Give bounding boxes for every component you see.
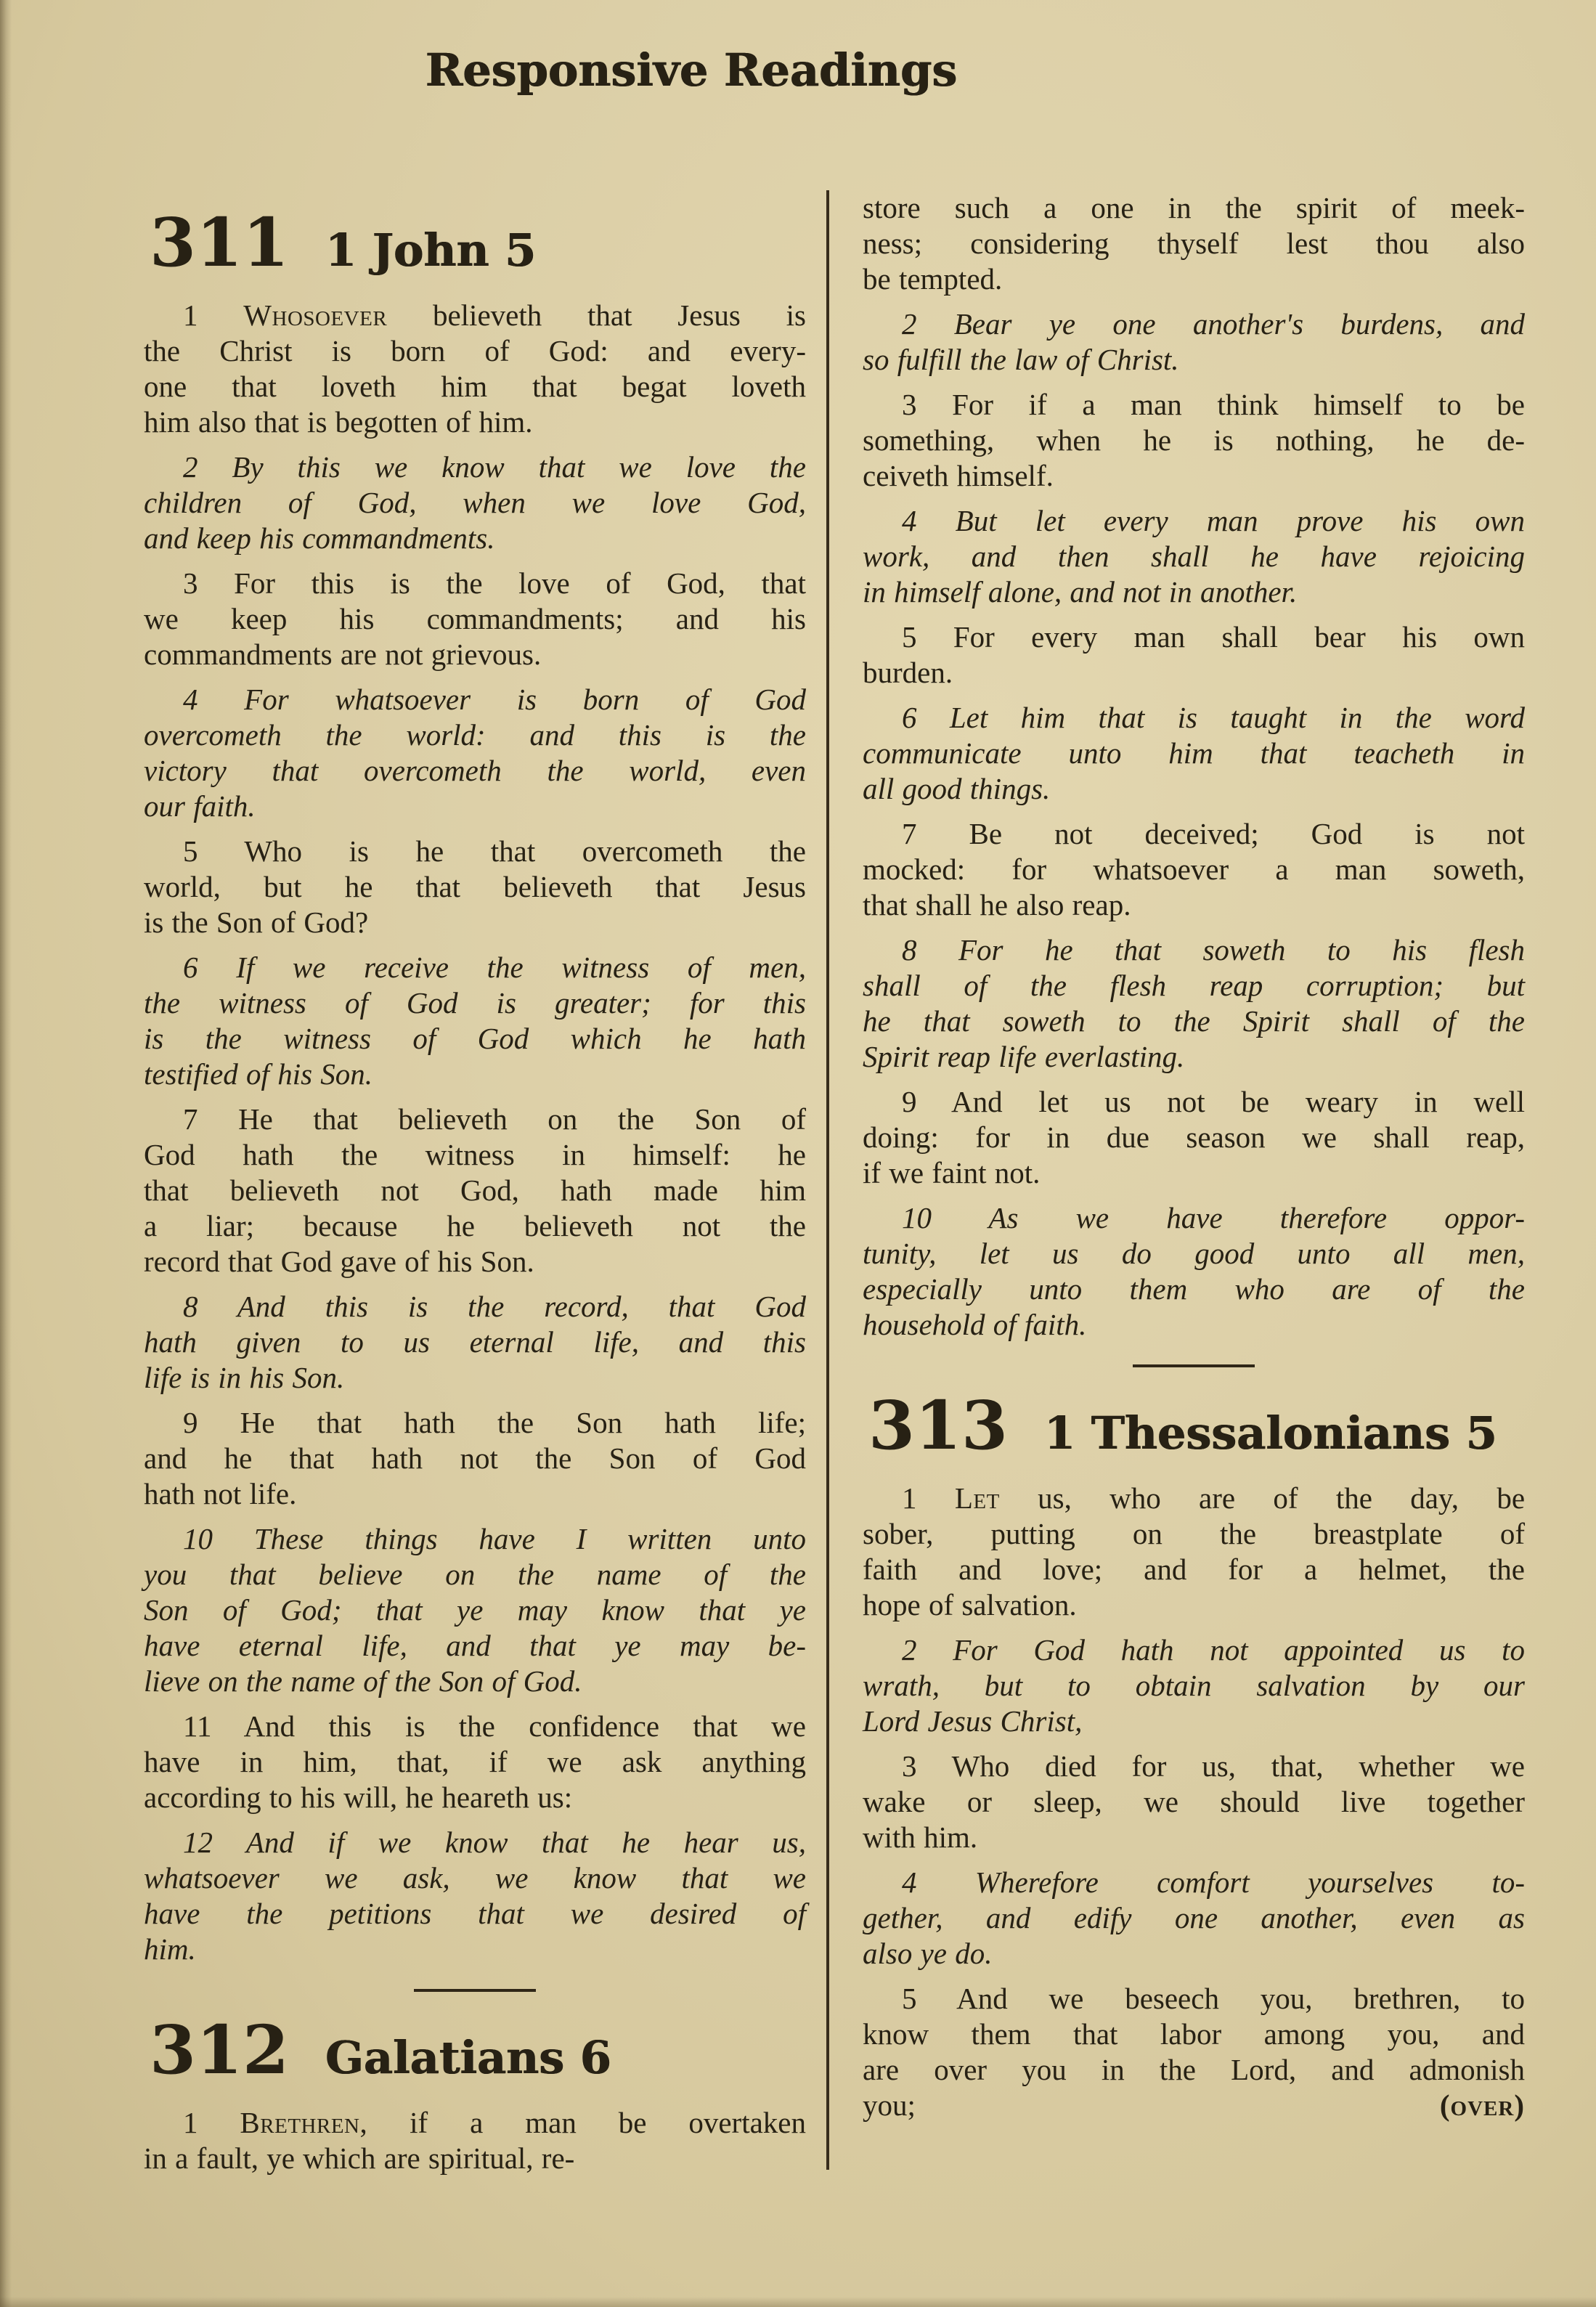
verse-line: 9 He that hath the Son hath life;: [183, 1406, 807, 1439]
verse-line: Spirit reap life everlasting.: [863, 1040, 1185, 1073]
verse-line: 4 But let every man prove his own: [902, 504, 1525, 537]
verse-line: according to his will, he heareth us:: [144, 1781, 573, 1814]
verse-line: overcometh the world: and this is the: [144, 718, 806, 752]
verse-line: if we faint not.: [863, 1156, 1041, 1189]
verse-number: 10: [183, 1522, 213, 1555]
verse-number: 8: [902, 933, 917, 967]
verse-line: wake or sleep, we should live together: [863, 1785, 1525, 1818]
column-right: [863, 190, 1525, 2133]
verse-line: 7 He that believeth on the Son of: [183, 1102, 806, 1136]
verse: [863, 1632, 1525, 1739]
verse-line: 8 And this is the record, that God: [183, 1290, 807, 1323]
verse-line: gether, and edify one another, even as: [863, 1901, 1525, 1934]
verse-line: victory that overcometh the world, even: [144, 754, 806, 787]
verse-line: 3 For this is the love of God, that: [183, 566, 807, 600]
verse-line: 9 And let us not be weary in well: [902, 1085, 1525, 1118]
verse-line: Son of God; that ye may know that ye: [144, 1593, 806, 1627]
verse-line: ness; considering thyself lest thou also: [863, 227, 1525, 260]
verse-line: him.: [144, 1932, 196, 1966]
verse: [863, 816, 1525, 923]
verse-line: communicate unto him that teacheth in: [863, 736, 1525, 770]
verse-line: hath given to us eternal life, and this: [144, 1325, 806, 1359]
verse-number: 4: [902, 1865, 917, 1899]
section-number: 313: [868, 1386, 1009, 1465]
section-number: 312: [150, 2011, 290, 2089]
verse-line: record that God gave of his Son.: [144, 1245, 534, 1278]
verse-line: doing: for in due season we shall reap,: [863, 1120, 1525, 1154]
verse-line: in a fault, ye which are spiritual, re-: [144, 2141, 575, 2175]
verse-line: children of God, when we love God,: [144, 486, 806, 519]
verse-line: life is in his Son.: [144, 1361, 345, 1394]
verse-line: shall of the flesh reap corruption; but: [863, 969, 1525, 1002]
verse-line: with him.: [863, 1820, 978, 1854]
verse-line: testified of his Son.: [144, 1057, 373, 1091]
verse-line: all good things.: [863, 772, 1051, 805]
verse-line: one that loveth him that begat loveth: [144, 370, 806, 403]
verse: [144, 1825, 806, 1967]
verse-line: we keep his commandments; and his: [144, 602, 806, 635]
verse-line: and he that hath not the Son of God: [144, 1441, 806, 1475]
verse-line: ceiveth himself.: [863, 459, 1054, 492]
verse-number: 3: [902, 1749, 917, 1783]
verse: [144, 1102, 806, 1279]
verse-line: is the Son of God?: [144, 906, 369, 939]
verse-line: store such a one in the spirit of meek-: [863, 191, 1525, 224]
verse-line: (over) you;: [863, 2088, 1525, 2122]
verse: [863, 1981, 1525, 2123]
verse-line: something, when he is nothing, he de-: [863, 423, 1525, 457]
over-label: (over): [1439, 2088, 1525, 2122]
verse: [863, 387, 1525, 494]
verse-line: our faith.: [144, 789, 256, 823]
verse-line: 5 Who is he that overcometh the: [183, 834, 806, 868]
verse-number: 8: [183, 1290, 198, 1323]
section-heading: [150, 2011, 806, 2089]
verse-line: him also that is begotten of him.: [144, 405, 533, 439]
verse-line: have in him, that, if we ask anything: [144, 1745, 806, 1778]
verse-lead-word: Whosoever: [243, 298, 388, 332]
verse-line: also ye do.: [863, 1937, 993, 1970]
verse-line: a liar; because he believeth not the: [144, 1209, 806, 1242]
verse-number: 12: [183, 1826, 213, 1859]
verse: [144, 682, 806, 824]
verse-number: 5: [183, 834, 198, 868]
verse-line: work, and then shall he have rejoicing: [863, 540, 1525, 573]
verse: [144, 566, 806, 672]
section-title: 1 John 5: [325, 224, 537, 277]
verse: [144, 950, 806, 1092]
verse: [144, 1289, 806, 1396]
verse-number: 1: [183, 2106, 198, 2139]
verse-line: you that believe on the name of the: [144, 1558, 806, 1591]
section-divider: [1133, 1364, 1255, 1367]
verse: [863, 306, 1525, 378]
verse-line: and keep his commandments.: [144, 521, 495, 555]
verse-line: 3 Who died for us, that, whether we: [902, 1749, 1526, 1783]
verse: [144, 834, 806, 940]
verse: [863, 619, 1525, 691]
verse: [863, 1200, 1525, 1343]
verse-line: 11 And this is the confidence that we: [183, 1709, 806, 1743]
verse-number: 2: [183, 450, 198, 484]
verse-line: in himself alone, and not in another.: [863, 575, 1298, 609]
section-divider: [414, 1989, 536, 1992]
verse-line: Lord Jesus Christ,: [863, 1704, 1083, 1738]
verse-lead-word: Brethren,: [240, 2106, 368, 2139]
verse-line: hope of salvation.: [863, 1588, 1077, 1622]
verse: [144, 449, 806, 556]
verse-line: household of faith.: [863, 1308, 1087, 1341]
verse-line: 1 Brethren, if a man be overtaken: [183, 2106, 806, 2139]
verse: [863, 1865, 1525, 1972]
verse-line: have the petitions that we desired of: [144, 1897, 806, 1930]
verse-line: tunity, let us do good unto all men,: [863, 1237, 1525, 1270]
verse-number: 4: [183, 683, 198, 716]
verse-line: God hath the witness in himself: he: [144, 1138, 806, 1171]
verse-line: 1 Whosoever believeth that Jesus is: [183, 298, 806, 332]
verse: [863, 700, 1525, 807]
verse-number: 9: [902, 1085, 917, 1118]
verse-line: have eternal life, and that ye may be-: [144, 1629, 806, 1662]
verse: [144, 2105, 806, 2176]
verse-lead-word: Let: [954, 1481, 1000, 1515]
verse-line: 4 Wherefore comfort yourselves to-: [902, 1865, 1525, 1899]
verse-line: 2 Bear ye one another's burdens, and: [902, 307, 1525, 341]
verse: [863, 1749, 1525, 1855]
verse: [144, 298, 806, 440]
verse-line: world, but he that believeth that Jesus: [144, 870, 806, 903]
verse-line: 2 For God hath not appointed us to: [902, 1633, 1526, 1667]
verse: [863, 932, 1525, 1075]
verse-line: 7 Be not deceived; God is not: [902, 817, 1526, 850]
verse-line: 10 As we have therefore oppor-: [902, 1201, 1525, 1234]
verse-line: 5 And we beseech you, brethren, to: [902, 1982, 1525, 2015]
verse-number: 11: [183, 1709, 212, 1743]
verse-line: 8 For he that soweth to his flesh: [902, 933, 1526, 967]
verse: [144, 1405, 806, 1512]
verse: [863, 1481, 1525, 1623]
verse-line: know them that labor among you, and: [863, 2017, 1525, 2051]
verse: [144, 1521, 806, 1699]
verse-number: 2: [902, 1633, 917, 1667]
verse-number: 6: [183, 951, 198, 984]
verse-line: that believeth not God, hath made him: [144, 1173, 806, 1207]
verse-line: the Christ is born of God: and every-: [144, 334, 806, 367]
verse-number: 2: [902, 307, 917, 341]
section-number: 311: [150, 203, 290, 282]
verse: [863, 1084, 1525, 1191]
verse-line: 3 For if a man think himself to be: [902, 388, 1525, 421]
verse-number: 9: [183, 1406, 198, 1439]
verse-line: wrath, but to obtain salvation by our: [863, 1669, 1525, 1702]
section-title: 1 Thessalonians 5: [1044, 1407, 1497, 1460]
verse-line: 6 If we receive the witness of men,: [183, 951, 806, 984]
verse-line: 6 Let him that is taught in the word: [902, 701, 1525, 734]
verse-line: especially unto them who are of the: [863, 1272, 1525, 1306]
verse-number: 1: [183, 298, 198, 332]
verse-number: 7: [183, 1102, 198, 1136]
verse-line: the witness of God is greater; for this: [144, 986, 806, 1020]
verse: [144, 1709, 806, 1815]
verse-line: 10 These things have I written unto: [183, 1522, 807, 1555]
verse-line: whatsoever we ask, we know that we: [144, 1861, 806, 1895]
verse-line: be tempted.: [863, 262, 1003, 296]
verse-line: 5 For every man shall bear his own: [902, 620, 1525, 654]
verse-line: sober, putting on the breastplate of: [863, 1517, 1525, 1550]
verse-number: 7: [902, 817, 917, 850]
verse-line: mocked: for whatsoever a man soweth,: [863, 853, 1525, 886]
verse: [863, 503, 1525, 610]
verse-line: is the witness of God which he hath: [144, 1022, 806, 1055]
verse-line: hath not life.: [144, 1477, 297, 1510]
verse-number: 3: [183, 566, 198, 600]
verse-number: 5: [902, 1982, 917, 2015]
verse-line: that shall he also reap.: [863, 888, 1131, 921]
section-heading: [868, 1386, 1525, 1465]
verse-number: 5: [902, 620, 917, 654]
verse-number: 1: [902, 1481, 917, 1515]
verse: [863, 190, 1525, 297]
verse-number: 3: [902, 388, 917, 421]
verse-line: lieve on the name of the Son of God.: [144, 1664, 582, 1698]
verse-line: are over you in the Lord, and admonish: [863, 2053, 1525, 2086]
verse-number: 10: [902, 1201, 932, 1234]
verse-number: 4: [902, 504, 917, 537]
verse-line: faith and love; and for a helmet, the: [863, 1553, 1525, 1586]
column-left: [144, 195, 806, 2186]
verse-line: so fulfill the law of Christ.: [863, 343, 1179, 376]
verse-line: 12 And if we know that he hear us,: [183, 1826, 806, 1859]
section-heading: [150, 203, 806, 282]
verse-line: 1 Let us, who are of the day, be: [902, 1481, 1526, 1515]
page-title: Responsive Readings: [425, 44, 958, 97]
verse-line: 4 For whatsoever is born of God: [183, 683, 807, 716]
verse-line: he that soweth to the Spirit shall of the: [863, 1004, 1525, 1038]
verse-line: commandments are not grievous.: [144, 638, 542, 671]
verse-number: 6: [902, 701, 917, 734]
section-title: Galatians 6: [325, 2031, 611, 2084]
column-divider-rule: [826, 190, 829, 2170]
verse-line: burden.: [863, 656, 953, 689]
verse-line: 2 By this we know that we love the: [183, 450, 806, 484]
